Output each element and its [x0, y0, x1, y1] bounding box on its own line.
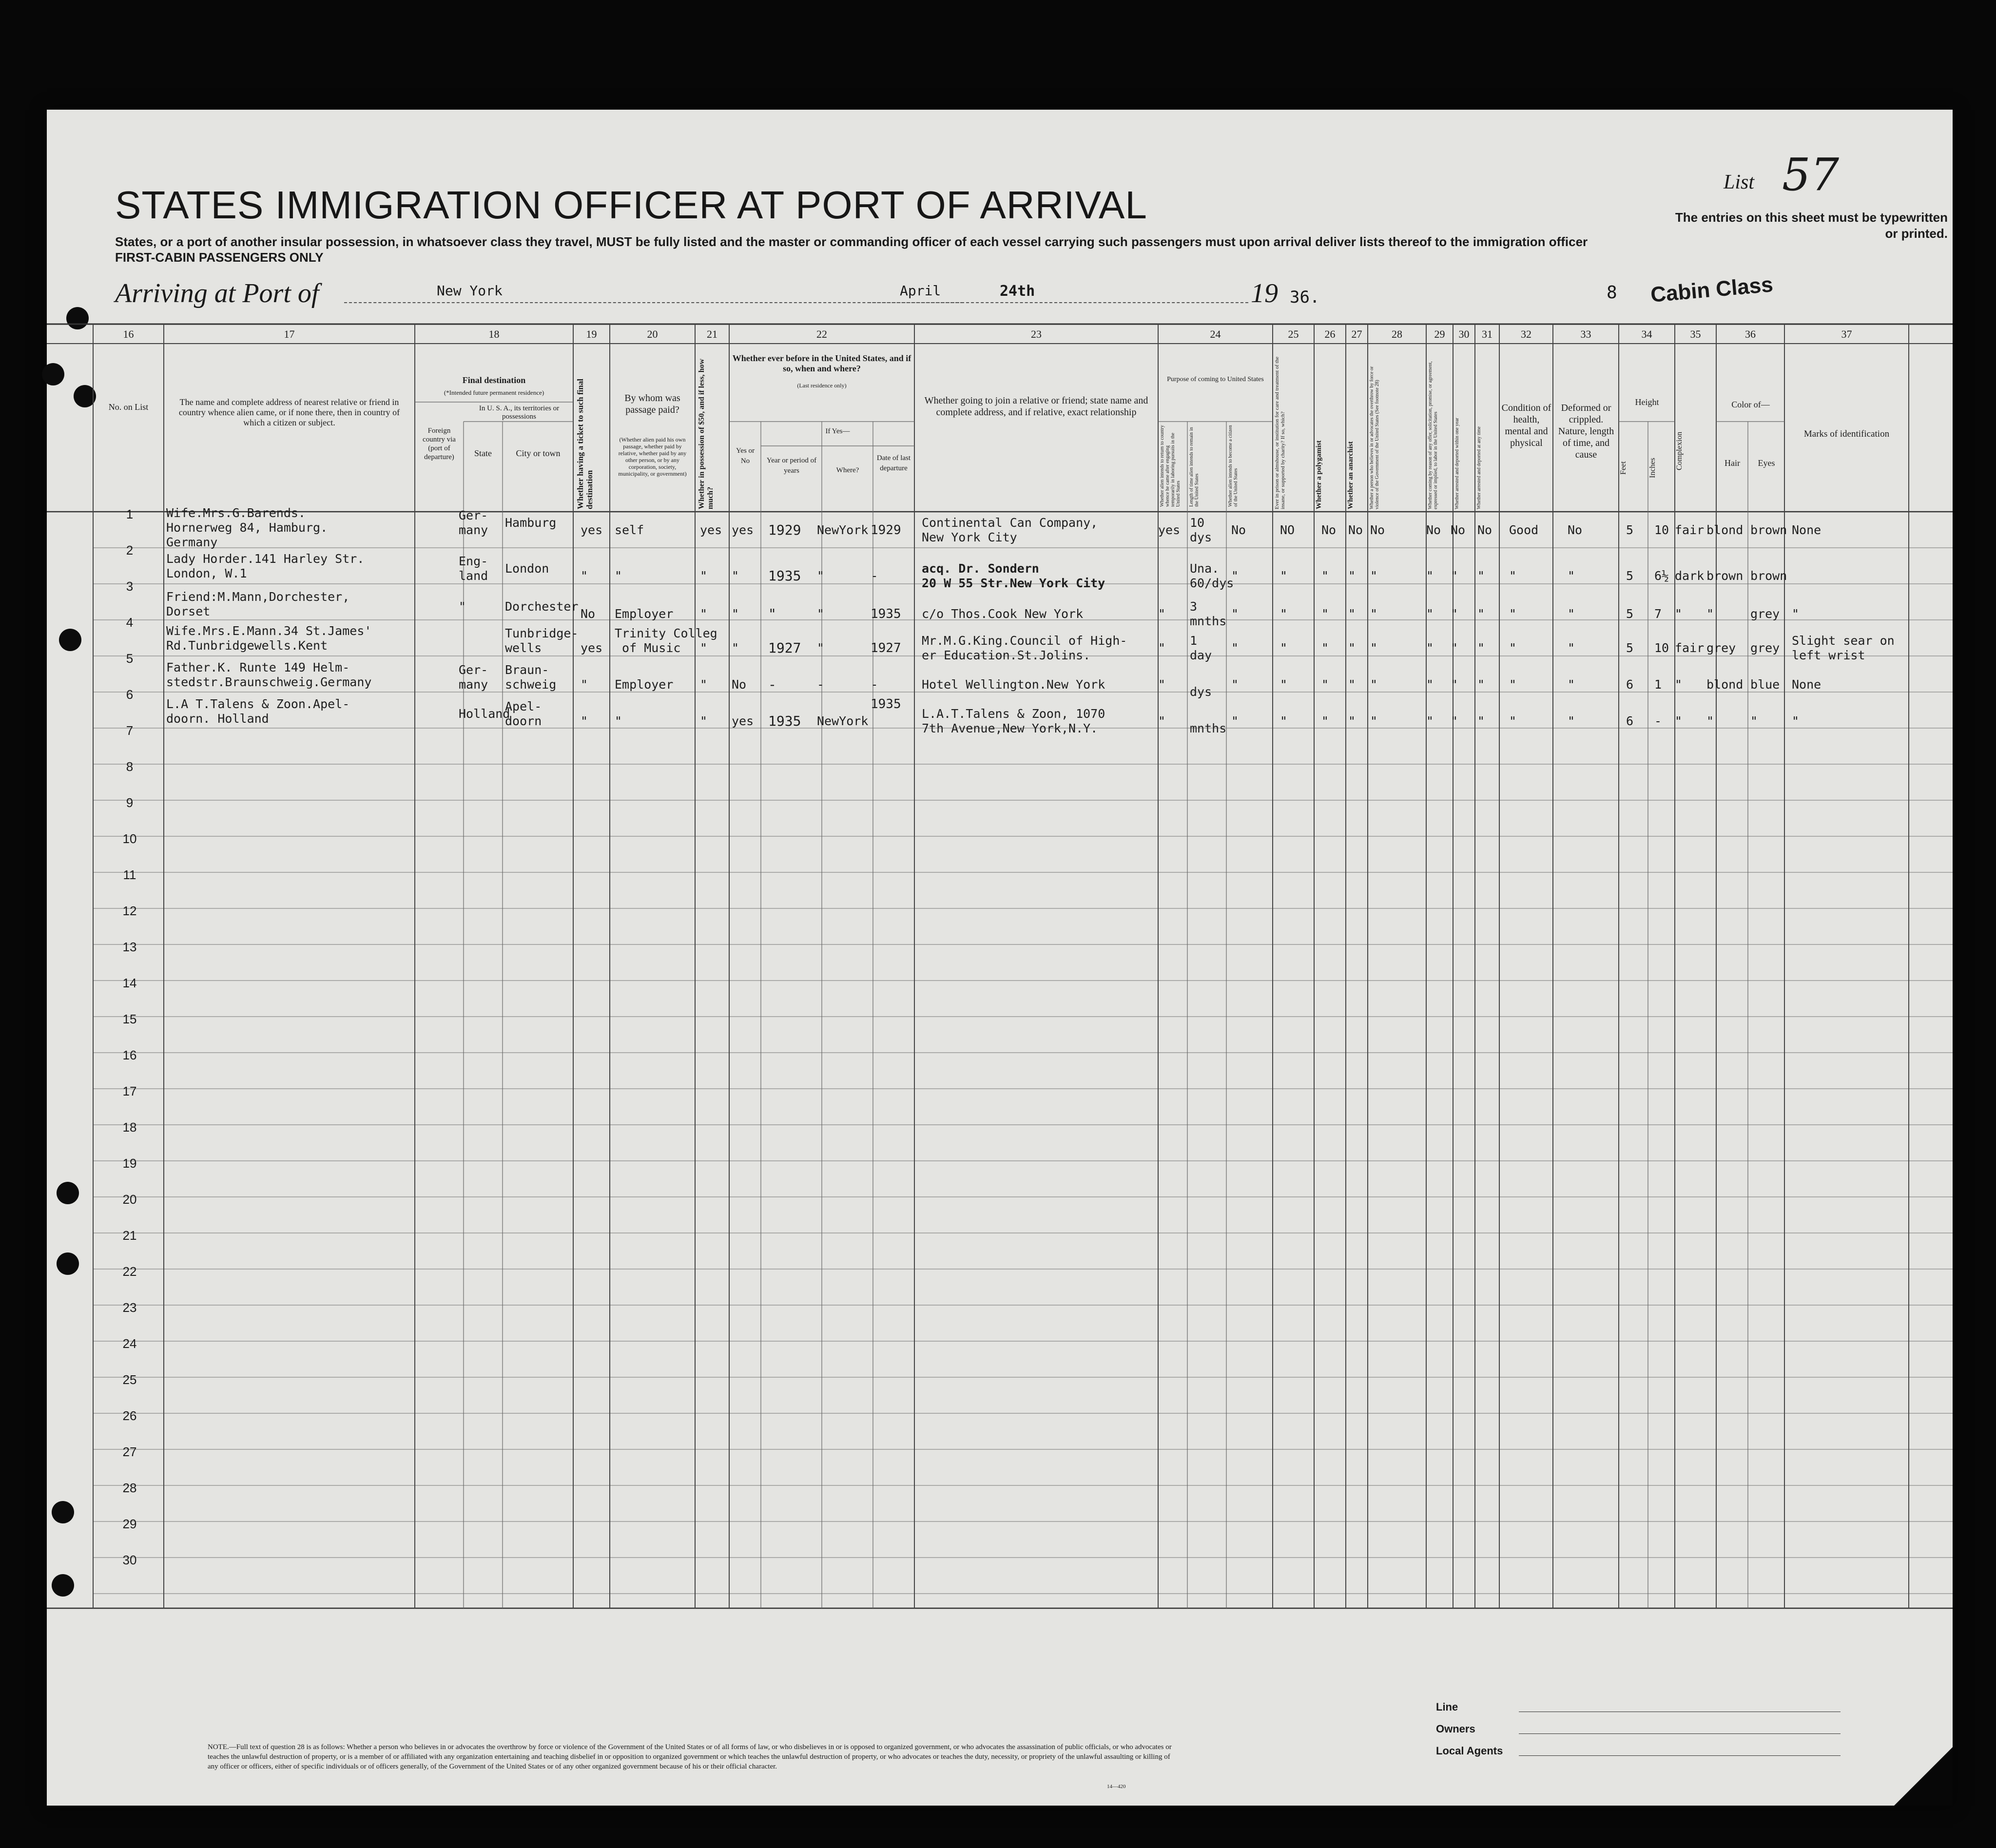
- join-relative: L.A.T.Talens & Zoon, 1070 7th Avenue,New York,N.Y.: [922, 707, 1105, 735]
- row-number: 29: [122, 1517, 137, 1531]
- deformed-value: ": [1568, 714, 1575, 728]
- owners-label: Owners: [1436, 1723, 1475, 1735]
- header-height: Height: [1635, 397, 1659, 407]
- destination-city: Braun- schweig: [505, 663, 557, 692]
- relative-address: Father.K. Runte 149 Helm- stedstr.Braunschweig.Germany: [166, 660, 372, 689]
- row-number: 7: [126, 723, 134, 738]
- header-eyes: Eyes: [1758, 458, 1775, 468]
- header-hair: Hair: [1725, 458, 1740, 468]
- q30-value: No: [1451, 523, 1466, 537]
- identification-marks: ": [1792, 607, 1800, 621]
- identification-marks: Slight sear on left wrist: [1792, 634, 1895, 662]
- height-feet: 5: [1626, 569, 1634, 583]
- before-departure: 1935: [871, 607, 901, 621]
- row-number: 28: [122, 1481, 137, 1495]
- prison-value: ": [1280, 714, 1288, 728]
- purpose-length: dys: [1190, 685, 1212, 699]
- ticket-value: ": [581, 569, 588, 583]
- header-purpose-return: Whether alien intends to return to country whence he came after engaging temporarily in laboring pursuits in the United States: [1160, 425, 1181, 507]
- row-number: 25: [122, 1372, 137, 1387]
- q30-value: ": [1451, 607, 1458, 621]
- column-number: 25: [1288, 328, 1299, 340]
- health-value: Good: [1509, 523, 1539, 537]
- height-inches: -: [1654, 714, 1662, 728]
- row-number: 26: [122, 1408, 137, 1423]
- column-number: 16: [123, 328, 134, 340]
- purpose-return: ": [1158, 714, 1166, 728]
- polygamist-value: ": [1321, 714, 1329, 728]
- before-us-value: yes: [732, 523, 754, 537]
- q29-value: No: [1426, 523, 1441, 537]
- purpose-citizen: ": [1231, 677, 1239, 692]
- height-feet: 5: [1626, 523, 1634, 537]
- column-number: 19: [586, 328, 597, 340]
- hair-value: blond: [1706, 523, 1744, 537]
- height-inches: 10: [1654, 641, 1669, 655]
- before-departure: 1929: [871, 523, 901, 538]
- header-year: Year or period of years: [766, 457, 817, 475]
- header-city: City or town: [516, 448, 561, 458]
- q30-value: ": [1451, 714, 1458, 728]
- q28-value: ": [1370, 714, 1378, 728]
- anarchist-value: ": [1348, 641, 1356, 655]
- year-suffix: 36.: [1290, 288, 1320, 307]
- header-purpose: Purpose of coming to United States: [1167, 376, 1264, 383]
- eyes-value: brown: [1750, 569, 1787, 583]
- column-number: 21: [707, 328, 717, 340]
- deformed-value: ": [1568, 677, 1575, 692]
- q29-value: ": [1426, 607, 1434, 621]
- row-number: 27: [122, 1444, 137, 1459]
- deformed-value: ": [1568, 607, 1575, 621]
- header-if-yes: If Yes—: [825, 427, 850, 435]
- health-value: ": [1509, 641, 1517, 655]
- before-us-value: No: [732, 677, 747, 692]
- q29-value: ": [1426, 714, 1434, 728]
- before-year: 1935: [768, 568, 801, 584]
- ticket-value: yes: [581, 523, 603, 537]
- q28-value: No: [1370, 523, 1385, 537]
- purpose-length: 1 day: [1190, 634, 1212, 662]
- height-inches: 1: [1654, 677, 1662, 692]
- q31-value: ": [1477, 677, 1485, 692]
- header-marks: Marks of identification: [1803, 429, 1890, 439]
- q31-value: ": [1477, 569, 1485, 583]
- header-complexion: Complexion: [1675, 431, 1684, 470]
- header-no-on-list: No. on List: [108, 402, 149, 412]
- destination-city: Dorchester: [505, 599, 579, 614]
- identification-marks: None: [1792, 677, 1822, 692]
- header-purpose-length: Length of time alien intends to remain in the United States: [1189, 427, 1200, 507]
- q29-value: ": [1426, 641, 1434, 655]
- before-where: -: [817, 677, 825, 692]
- header-yes-no: Yes or No: [736, 447, 755, 465]
- row-number: 21: [122, 1228, 137, 1243]
- column-number: 27: [1351, 328, 1362, 340]
- anarchist-value: ": [1348, 677, 1356, 692]
- header-prison: Ever in prison or almshouse, or institution for care and treatment of the insane, or supported by charity? If so, which?: [1274, 356, 1286, 509]
- health-value: ": [1509, 677, 1517, 692]
- before-where: ": [817, 607, 825, 621]
- eyes-value: grey: [1750, 641, 1780, 655]
- header-relative: The name and complete address of nearest relative or friend in country whence alien came, or if none there, then in country of which a citizen or subject.: [178, 397, 400, 427]
- port-value: New York: [437, 283, 503, 299]
- q30-value: ": [1451, 677, 1458, 692]
- foreign-country: ": [459, 599, 466, 614]
- height-feet: 6: [1626, 677, 1634, 692]
- before-us-value: ": [732, 569, 739, 583]
- q30-value: ": [1451, 569, 1458, 583]
- passage-paid-by: self: [615, 523, 644, 537]
- deformed-value: ": [1568, 569, 1575, 583]
- join-relative: Hotel Wellington.New York: [922, 677, 1105, 692]
- purpose-citizen: No: [1231, 523, 1246, 537]
- before-year: 1929: [768, 522, 801, 538]
- prison-value: ": [1280, 607, 1288, 621]
- row-number: 30: [122, 1553, 137, 1567]
- polygamist-value: ": [1321, 607, 1329, 621]
- before-departure: 1935: [871, 697, 901, 712]
- header-departure: Date of last departure: [876, 454, 911, 472]
- money-value: ": [700, 569, 708, 583]
- passage-paid-by: ": [615, 714, 622, 728]
- row-number: 20: [122, 1192, 137, 1207]
- line-label: Line: [1436, 1701, 1458, 1713]
- polygamist-value: ": [1321, 569, 1329, 583]
- foreign-country: Eng- land: [459, 554, 488, 583]
- before-year: 1927: [768, 640, 801, 656]
- header-q29: Whether coming by reason of any offer, solicitation, promise, or agreement, expressed or implied, to labor in the United States: [1428, 361, 1438, 509]
- column-number: 33: [1580, 328, 1591, 340]
- intro-line-1: States, or a port of another insular possession, in whatsoever class they travel, MUST be fully listed and the master or commanding officer of each vessel carrying such passengers must upon arrival deliver lists thereof to the immigration officer: [115, 234, 1588, 249]
- join-relative: Mr.M.G.King.Council of High- er Education.St.Jolins.: [922, 634, 1127, 662]
- row-number: 23: [122, 1300, 137, 1315]
- row-number: 9: [126, 795, 134, 810]
- header-health: Condition of health, mental and physical: [1501, 403, 1551, 448]
- cabin-class-stamp: Cabin Class: [1649, 272, 1774, 307]
- join-relative: c/o Thos.Cook New York: [922, 607, 1084, 621]
- identification-marks: None: [1792, 523, 1822, 537]
- before-us-value: ": [732, 607, 739, 621]
- manifest-sheet: [47, 110, 1953, 1806]
- ticket-value: ": [581, 677, 588, 692]
- ticket-value: ": [581, 714, 588, 728]
- polygamist-value: ": [1321, 641, 1329, 655]
- row-number: 2: [126, 543, 134, 558]
- complexion-value: ": [1675, 677, 1683, 692]
- destination-city: Apel- doorn: [505, 699, 542, 728]
- header-before-us-sub: (Last residence only): [797, 382, 847, 389]
- purpose-citizen: ": [1231, 607, 1239, 621]
- purpose-length: 3 mnths: [1190, 599, 1227, 628]
- eyes-value: ": [1750, 714, 1758, 728]
- q31-value: No: [1477, 523, 1492, 537]
- form-code: 14—420: [1107, 1784, 1126, 1790]
- prison-value: NO: [1280, 523, 1295, 537]
- prison-value: ": [1280, 569, 1288, 583]
- hair-value: ": [1706, 607, 1714, 621]
- height-inches: 6½: [1654, 569, 1669, 583]
- height-feet: 5: [1626, 641, 1634, 655]
- before-departure: 1927: [871, 641, 901, 655]
- header-usa: In U. S. A., its territories or possessions: [479, 404, 560, 421]
- anarchist-value: ": [1348, 714, 1356, 728]
- row-number: 15: [122, 1012, 137, 1026]
- health-value: ": [1509, 569, 1517, 583]
- column-number: 37: [1841, 328, 1852, 340]
- column-number: 18: [488, 328, 500, 340]
- complexion-value: dark: [1675, 569, 1705, 583]
- row-number: 6: [126, 687, 134, 702]
- row-number: 5: [126, 651, 134, 666]
- before-year: 1935: [768, 713, 801, 729]
- header-before-us: Whether ever before in the United States, and if so, when and where?: [732, 353, 911, 373]
- before-us-value: yes: [732, 714, 754, 728]
- identification-marks: ": [1792, 714, 1800, 728]
- arriving-label: Arriving at Port of: [115, 278, 319, 308]
- destination-city: Hamburg: [505, 516, 557, 530]
- before-where: NewYork: [817, 714, 869, 728]
- column-number: 26: [1324, 328, 1336, 340]
- before-departure: -: [871, 677, 878, 692]
- anarchist-value: ": [1348, 607, 1356, 621]
- purpose-citizen: ": [1231, 569, 1239, 583]
- header-q28: Whether a person who believes in or advocates the overthrow by force or violence of the Government of the United States (See footnote 28): [1369, 366, 1380, 509]
- header-color: Color of—: [1731, 400, 1770, 409]
- header-q30: Whether arrested and deported within one year: [1454, 418, 1460, 509]
- passage-paid-by: Employer: [615, 677, 674, 692]
- header-money: Whether in possession of $50, and if less, how much?: [698, 358, 715, 509]
- purpose-citizen: ": [1231, 641, 1239, 655]
- purpose-citizen: ": [1231, 714, 1239, 728]
- manifest-grid: [47, 110, 1953, 1806]
- column-number: 28: [1392, 328, 1402, 340]
- foreign-country: Ger- many: [459, 663, 488, 692]
- money-value: ": [700, 677, 708, 692]
- before-where: ": [817, 569, 825, 583]
- purpose-return: ": [1158, 641, 1166, 655]
- header-inches: Inches: [1648, 458, 1657, 478]
- column-number: 32: [1521, 328, 1531, 340]
- intro-line-2: FIRST-CABIN PASSENGERS ONLY: [115, 250, 324, 265]
- height-feet: 6: [1626, 714, 1634, 728]
- foreign-country: Ger- many: [459, 508, 488, 537]
- header-passage-sub: (Whether alien paid his own passage, whether paid by relative, whether paid by any other person, or by any corporation, society, municipality, or government): [618, 436, 687, 477]
- row-number: 4: [126, 615, 134, 630]
- q31-value: ": [1477, 714, 1485, 728]
- row-number: 14: [122, 976, 137, 990]
- passage-paid-by: Employer: [615, 607, 674, 621]
- relative-address: Wife.Mrs.G.Barends. Hornerweg 84, Hamburg. Germany: [166, 506, 328, 549]
- complexion-value: ": [1675, 714, 1683, 728]
- deformed-value: No: [1568, 523, 1583, 537]
- q28-value: ": [1370, 569, 1378, 583]
- q28-value: ": [1370, 641, 1378, 655]
- row-number: 24: [122, 1336, 137, 1351]
- header-anarchist: Whether an anarchist: [1347, 441, 1355, 509]
- header-where: Where?: [836, 466, 859, 474]
- destination-city: Tunbridge- wells: [505, 626, 579, 655]
- q31-value: ": [1477, 641, 1485, 655]
- header-ticket: Whether having a ticket to such final destination: [576, 379, 594, 509]
- before-where: NewYork: [817, 523, 869, 537]
- month-value: April: [900, 283, 941, 299]
- purpose-length: Una. 60/dys: [1190, 561, 1234, 590]
- q28-value: ": [1370, 677, 1378, 692]
- money-value: ": [700, 641, 708, 655]
- column-number: 31: [1482, 328, 1492, 340]
- polygamist-value: ": [1321, 677, 1329, 692]
- header-passage: By whom was passage paid?: [624, 393, 680, 415]
- agents-label: Local Agents: [1436, 1745, 1503, 1757]
- passage-paid-by: Trinity Colleg of Music: [615, 626, 717, 655]
- header-feet: Feet: [1619, 461, 1628, 475]
- relative-address: Friend:M.Mann,Dorchester, Dorset: [166, 590, 350, 618]
- column-number: 24: [1210, 328, 1221, 340]
- money-value: ": [700, 607, 708, 621]
- header-q31: Whether arrested and deported at any time: [1476, 426, 1482, 509]
- purpose-return: yes: [1158, 523, 1181, 537]
- purpose-return: ": [1158, 607, 1166, 621]
- column-number: 35: [1690, 328, 1701, 340]
- eyes-value: blue: [1750, 677, 1780, 692]
- relative-address: L.A T.Talens & Zoon.Apel- doorn. Holland: [166, 697, 350, 726]
- year-prefix: 19: [1251, 278, 1278, 308]
- eyes-value: brown: [1750, 523, 1787, 537]
- before-departure: -: [871, 569, 878, 583]
- height-inches: 10: [1654, 523, 1669, 537]
- q30-value: ": [1451, 641, 1458, 655]
- q29-value: ": [1426, 677, 1434, 692]
- anarchist-value: No: [1348, 523, 1363, 537]
- passage-paid-by: ": [615, 569, 622, 583]
- header-deformed: Deformed or crippled. Nature, length of time, and cause: [1558, 403, 1614, 460]
- money-value: ": [700, 714, 708, 728]
- row-number: 19: [122, 1156, 137, 1171]
- column-number: 17: [284, 328, 295, 340]
- prison-value: ": [1280, 641, 1288, 655]
- header-join: Whether going to join a relative or friend; state name and complete address, and if relative, exact relationship: [924, 395, 1148, 418]
- hair-value: blond: [1706, 677, 1744, 692]
- row-number: 1: [126, 507, 134, 521]
- health-value: ": [1509, 607, 1517, 621]
- prison-value: ": [1280, 677, 1288, 692]
- header-final-destination-sub: (*Intended future permanent residence): [444, 389, 544, 396]
- money-value: yes: [700, 523, 722, 537]
- height-feet: 5: [1626, 607, 1634, 621]
- anarchist-value: ": [1348, 569, 1356, 583]
- row-number: 17: [122, 1084, 137, 1098]
- row-number: 3: [126, 579, 134, 594]
- relative-address: Wife.Mrs.E.Mann.34 St.James' Rd.Tunbridgewells.Kent: [166, 624, 372, 653]
- ticket-value: No: [581, 607, 596, 621]
- height-inches: 7: [1654, 607, 1662, 621]
- column-number: 34: [1641, 328, 1652, 340]
- before-where: ": [817, 641, 825, 655]
- purpose-length: mnths: [1190, 721, 1227, 735]
- column-number: 22: [816, 328, 827, 340]
- header-polygamist: Whether a polygamist: [1315, 440, 1323, 509]
- q29-value: ": [1426, 569, 1434, 583]
- before-year: ": [768, 606, 776, 622]
- row-number: 18: [122, 1120, 137, 1135]
- hair-value: ": [1706, 714, 1714, 728]
- purpose-return: ": [1158, 677, 1166, 692]
- join-relative: acq. Dr. Sondern 20 W 55 Str.New York City: [922, 561, 1105, 590]
- eyes-value: grey: [1750, 607, 1780, 621]
- page-title: STATES IMMIGRATION OFFICER AT PORT OF ARRIVAL: [115, 183, 1147, 227]
- header-final-destination: Final destination: [462, 375, 526, 385]
- purpose-length: 10 dys: [1190, 516, 1212, 544]
- hair-value: brown: [1706, 569, 1744, 583]
- deformed-value: ": [1568, 641, 1575, 655]
- q28-value: ": [1370, 607, 1378, 621]
- list-note: The entries on this sheet must be typewritten or printed.: [1675, 210, 1948, 241]
- hair-value: grey: [1706, 641, 1736, 655]
- q31-value: ": [1477, 607, 1485, 621]
- complexion-value: ": [1675, 607, 1683, 621]
- row-number: 8: [126, 759, 134, 774]
- row-number: 11: [123, 867, 136, 882]
- list-label: List: [1724, 171, 1755, 193]
- row-number: 22: [122, 1264, 137, 1279]
- row-number: 13: [122, 940, 137, 954]
- health-value: ": [1509, 714, 1517, 728]
- ticket-value: yes: [581, 641, 603, 655]
- column-number: 23: [1031, 328, 1042, 340]
- complexion-value: fair: [1675, 523, 1705, 537]
- list-number: 57: [1782, 149, 1840, 201]
- relative-address: Lady Horder.141 Harley Str. London, W.1: [166, 552, 365, 580]
- header-foreign-country: Foreign country via (port of departure): [423, 427, 456, 461]
- destination-city: London: [505, 561, 549, 576]
- column-number: 30: [1458, 328, 1470, 340]
- row-number: 10: [122, 831, 137, 846]
- owners-field: [1436, 1723, 1475, 1735]
- complexion-value: fair: [1675, 641, 1705, 655]
- agents-field: [1436, 1745, 1503, 1757]
- polygamist-value: No: [1321, 523, 1337, 537]
- foreign-country: Holland: [459, 707, 510, 721]
- row-number: 16: [122, 1048, 137, 1062]
- row-number: 12: [122, 904, 137, 918]
- column-number: 20: [647, 328, 658, 340]
- column-number: 36: [1745, 328, 1756, 340]
- line-field: [1436, 1701, 1458, 1713]
- class-mark: 8: [1607, 283, 1617, 303]
- day-value: 24th: [1000, 283, 1035, 300]
- before-us-value: ": [732, 641, 739, 655]
- header-state: State: [474, 448, 492, 458]
- footnote-28: NOTE.—Full text of question 28 is as follows: Whether a person who believes in or advocates the overthrow by force or violence of the Government of the United States or of all forms of law, or who disbelieves in or is opposed to organized government, or who advocates the assassination of public officials, or who advocates or teaches the unlawful destruction of property, or is a member of or affiliated with any organization entertaining and teaching disbelief in or opposition to organized government or which teaches the unlawful destruction of property, or who advocates or teaches the duty, necessity, or propriety of the unlawful assaulting or killing of any officer or officers, either of specific individuals or of officers generally, of the Government of the United States or of any other organized government because of his or their official character.: [208, 1743, 1172, 1771]
- column-number: 29: [1434, 328, 1445, 340]
- header-purpose-citizen: Whether alien intends to become a citizen of the United States: [1228, 425, 1239, 507]
- join-relative: Continental Can Company, New York City: [922, 516, 1098, 544]
- before-year: -: [768, 676, 776, 693]
